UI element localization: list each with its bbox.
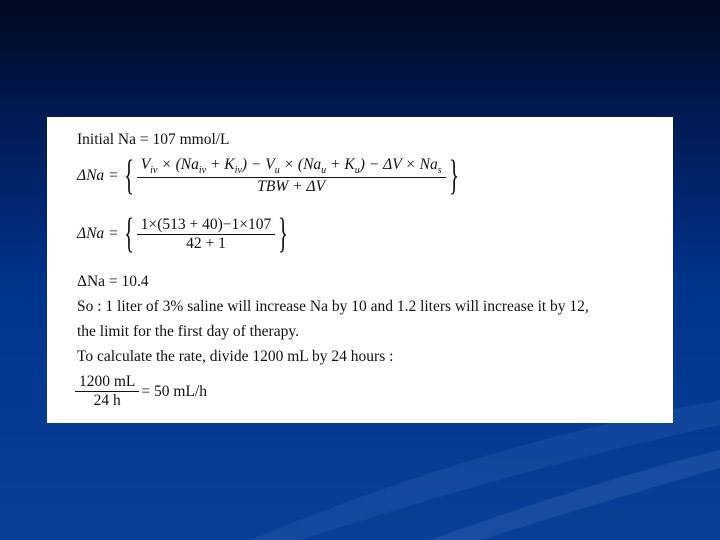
- rate-numerator: 1200 mL: [79, 373, 136, 390]
- formula-numerator: $V_{iv} \times (Na_{iv} + K_{iv}) - V_u \times (Na_u + K_u) - \Delta V \times Na_s$: [140, 156, 442, 177]
- substituted-numerator: 1×(513 + 40)−1×107: [140, 215, 272, 233]
- substituted-fraction: [139, 216, 274, 253]
- substituted-denominator: 42 + 1: [137, 234, 276, 253]
- rate-result: = 50 mL/h: [141, 382, 207, 400]
- formula-lhs: ΔNa =: [77, 167, 119, 184]
- sodium-change-substituted: [77, 213, 293, 255]
- rate-denominator: 24 h: [75, 391, 139, 410]
- formula-fraction: [139, 156, 444, 195]
- substituted-lhs: ΔNa =: [77, 225, 119, 242]
- result-line: ΔNa = 10.4: [77, 273, 149, 290]
- equation-card: [47, 117, 673, 423]
- rate-fraction: [77, 373, 137, 410]
- left-brace: {: [123, 153, 134, 199]
- so-line: So : 1 liter of 3% saline will increase Na by 10 and 1.2 liters will increase it by 12,: [77, 298, 589, 315]
- initial-na-line: Initial Na = 107 mmol/L: [77, 131, 230, 148]
- rate-line: To calculate the rate, divide 1200 mL by 24 hours :: [77, 348, 394, 365]
- formula-denominator: TBW + ΔV: [137, 177, 446, 196]
- rate-formula: [77, 373, 207, 410]
- right-brace: }: [448, 153, 459, 199]
- right-brace: }: [278, 211, 289, 257]
- sodium-change-formula: [77, 155, 464, 197]
- left-brace: {: [123, 211, 134, 257]
- limit-line: the limit for the first day of therapy.: [77, 323, 299, 340]
